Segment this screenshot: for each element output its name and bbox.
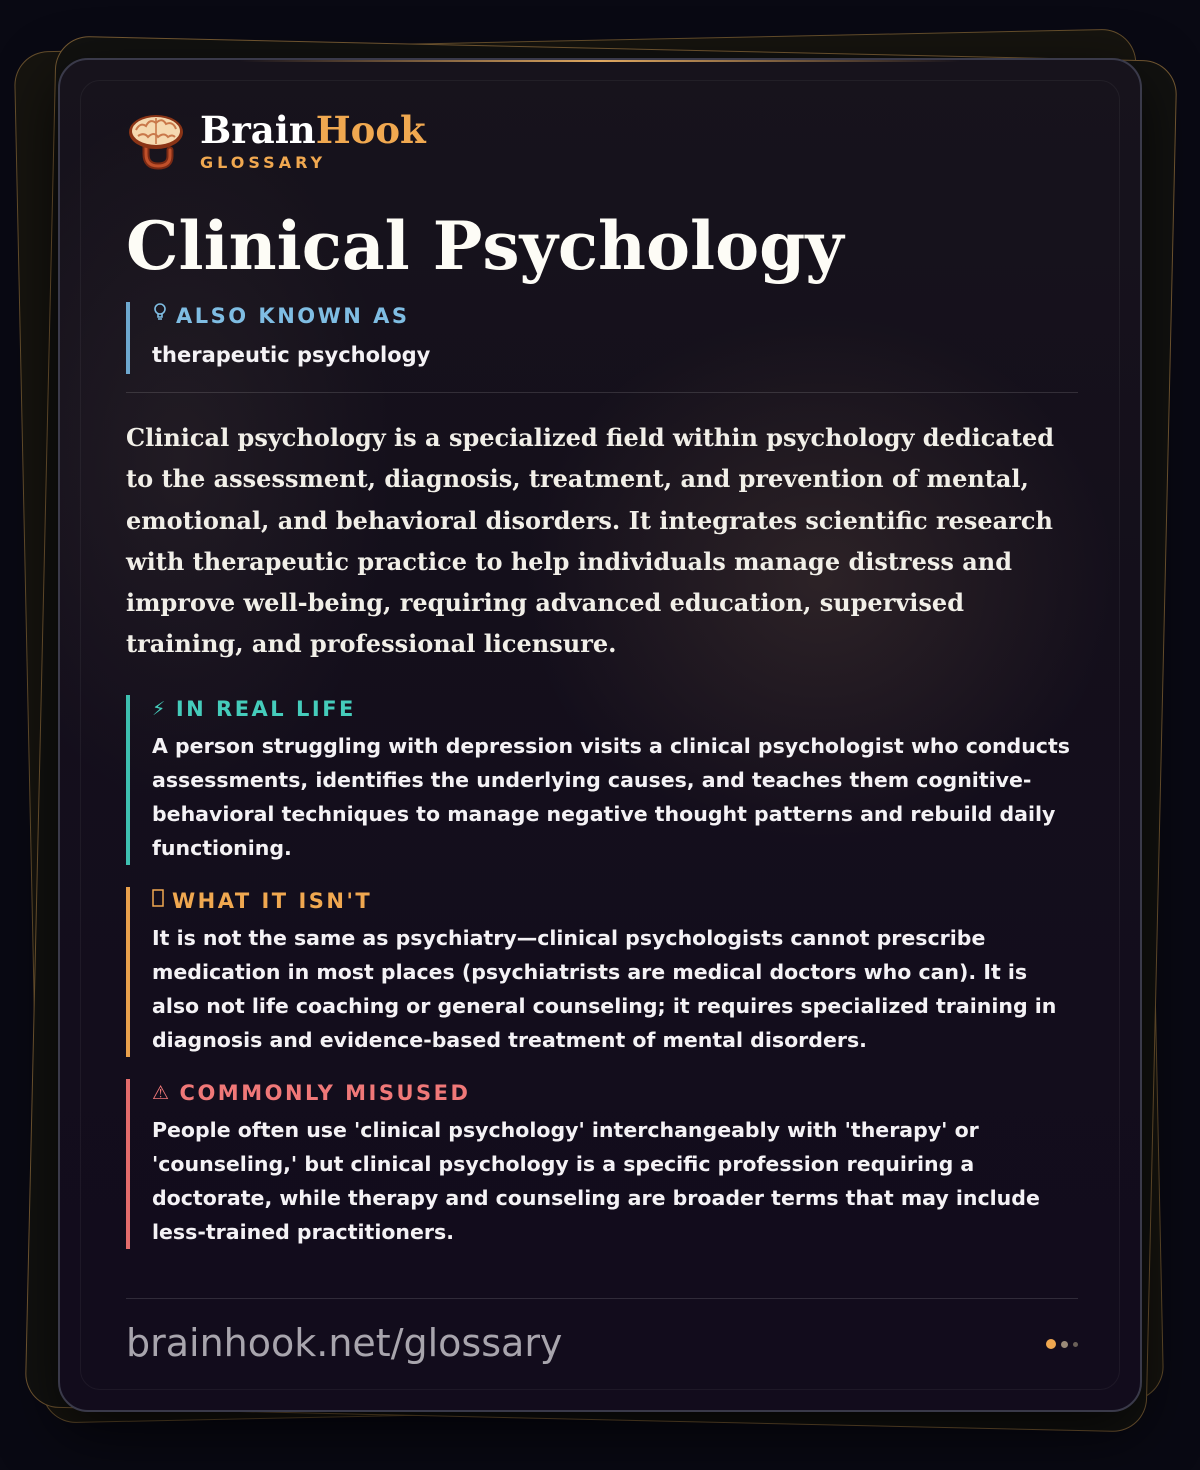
also-known-as-value: therapeutic psychology — [152, 343, 431, 367]
term-title: Clinical Psychology — [126, 207, 844, 285]
also-known-as-label: ALSO KNOWN AS — [176, 304, 410, 328]
pager-dot-active[interactable] — [1046, 1339, 1056, 1349]
in-real-life-section — [126, 695, 1078, 865]
pager-dot[interactable] — [1073, 1342, 1078, 1347]
commonly-misused-label: COMMONLY MISUSED — [179, 1080, 471, 1105]
brain-hook-logo-icon — [126, 110, 186, 170]
in-real-life-label: IN REAL LIFE — [175, 696, 356, 721]
brand-subtitle: GLOSSARY — [200, 152, 327, 172]
lightbulb-icon — [152, 302, 168, 330]
commonly-misused-heading — [152, 1079, 1078, 1107]
commonly-misused-section — [126, 1079, 1078, 1249]
in-real-life-heading — [152, 695, 1078, 723]
what-it-isnt-label: WHAT IT ISN'T — [172, 888, 373, 913]
glossary-card — [58, 58, 1142, 1412]
what-it-isnt-text: It is not the same as psychiatry—clinical psychologists cannot prescribe medication in most places (psychiatrists are medical doctors who can). It is also not life coaching or general counseling; it requires specialized training in diagnosis and evidence-based treatment of mental disorders. — [152, 925, 1057, 1052]
commonly-misused-text: People often use 'clinical psychology' interchangeably with 'therapy' or 'counseling,' but clinical psychology is a specific profession requiring a doctorate, while therapy and counseling are broader terms that may include less-trained practitioners. — [152, 1117, 1040, 1244]
section-divider — [126, 392, 1078, 393]
in-real-life-text: A person struggling with depression visits a clinical psychologist who conducts assessments, identifies the underlying causes, and teaches them cognitive-behavioral techniques to manage negative thought patterns and rebuild daily functioning. — [152, 733, 1070, 860]
what-it-isnt-section — [126, 887, 1078, 1057]
brand-name-primary: Brain — [200, 107, 316, 152]
card-content — [126, 100, 1078, 1249]
brand-name — [200, 109, 426, 151]
pager-dots — [1041, 1339, 1078, 1349]
lightning-icon: ⚡ — [152, 697, 168, 720]
footer-url-link[interactable]: brainhook.net/glossary — [126, 1321, 563, 1365]
brand-name-accent: Hook — [315, 107, 426, 152]
warning-icon: ⚠ — [152, 1081, 172, 1104]
what-it-isnt-heading — [152, 887, 1078, 915]
also-known-as-heading — [152, 302, 1078, 330]
also-known-as-section — [126, 302, 1078, 374]
missing-glyph-icon — [152, 887, 164, 915]
card-footer — [126, 1298, 1078, 1365]
pager-dot[interactable] — [1061, 1341, 1068, 1348]
brand-header — [126, 100, 1078, 180]
definition-text: Clinical psychology is a specialized field within psychology dedicated to the assessment, diagnosis, treatment, and prevention of mental, emotional, and behavioral disorders. It integrates scientific research with therapeutic practice to help individuals manage distress and improve well-being, requiring advanced education, supervised training, and professional licensure. — [126, 423, 1055, 659]
